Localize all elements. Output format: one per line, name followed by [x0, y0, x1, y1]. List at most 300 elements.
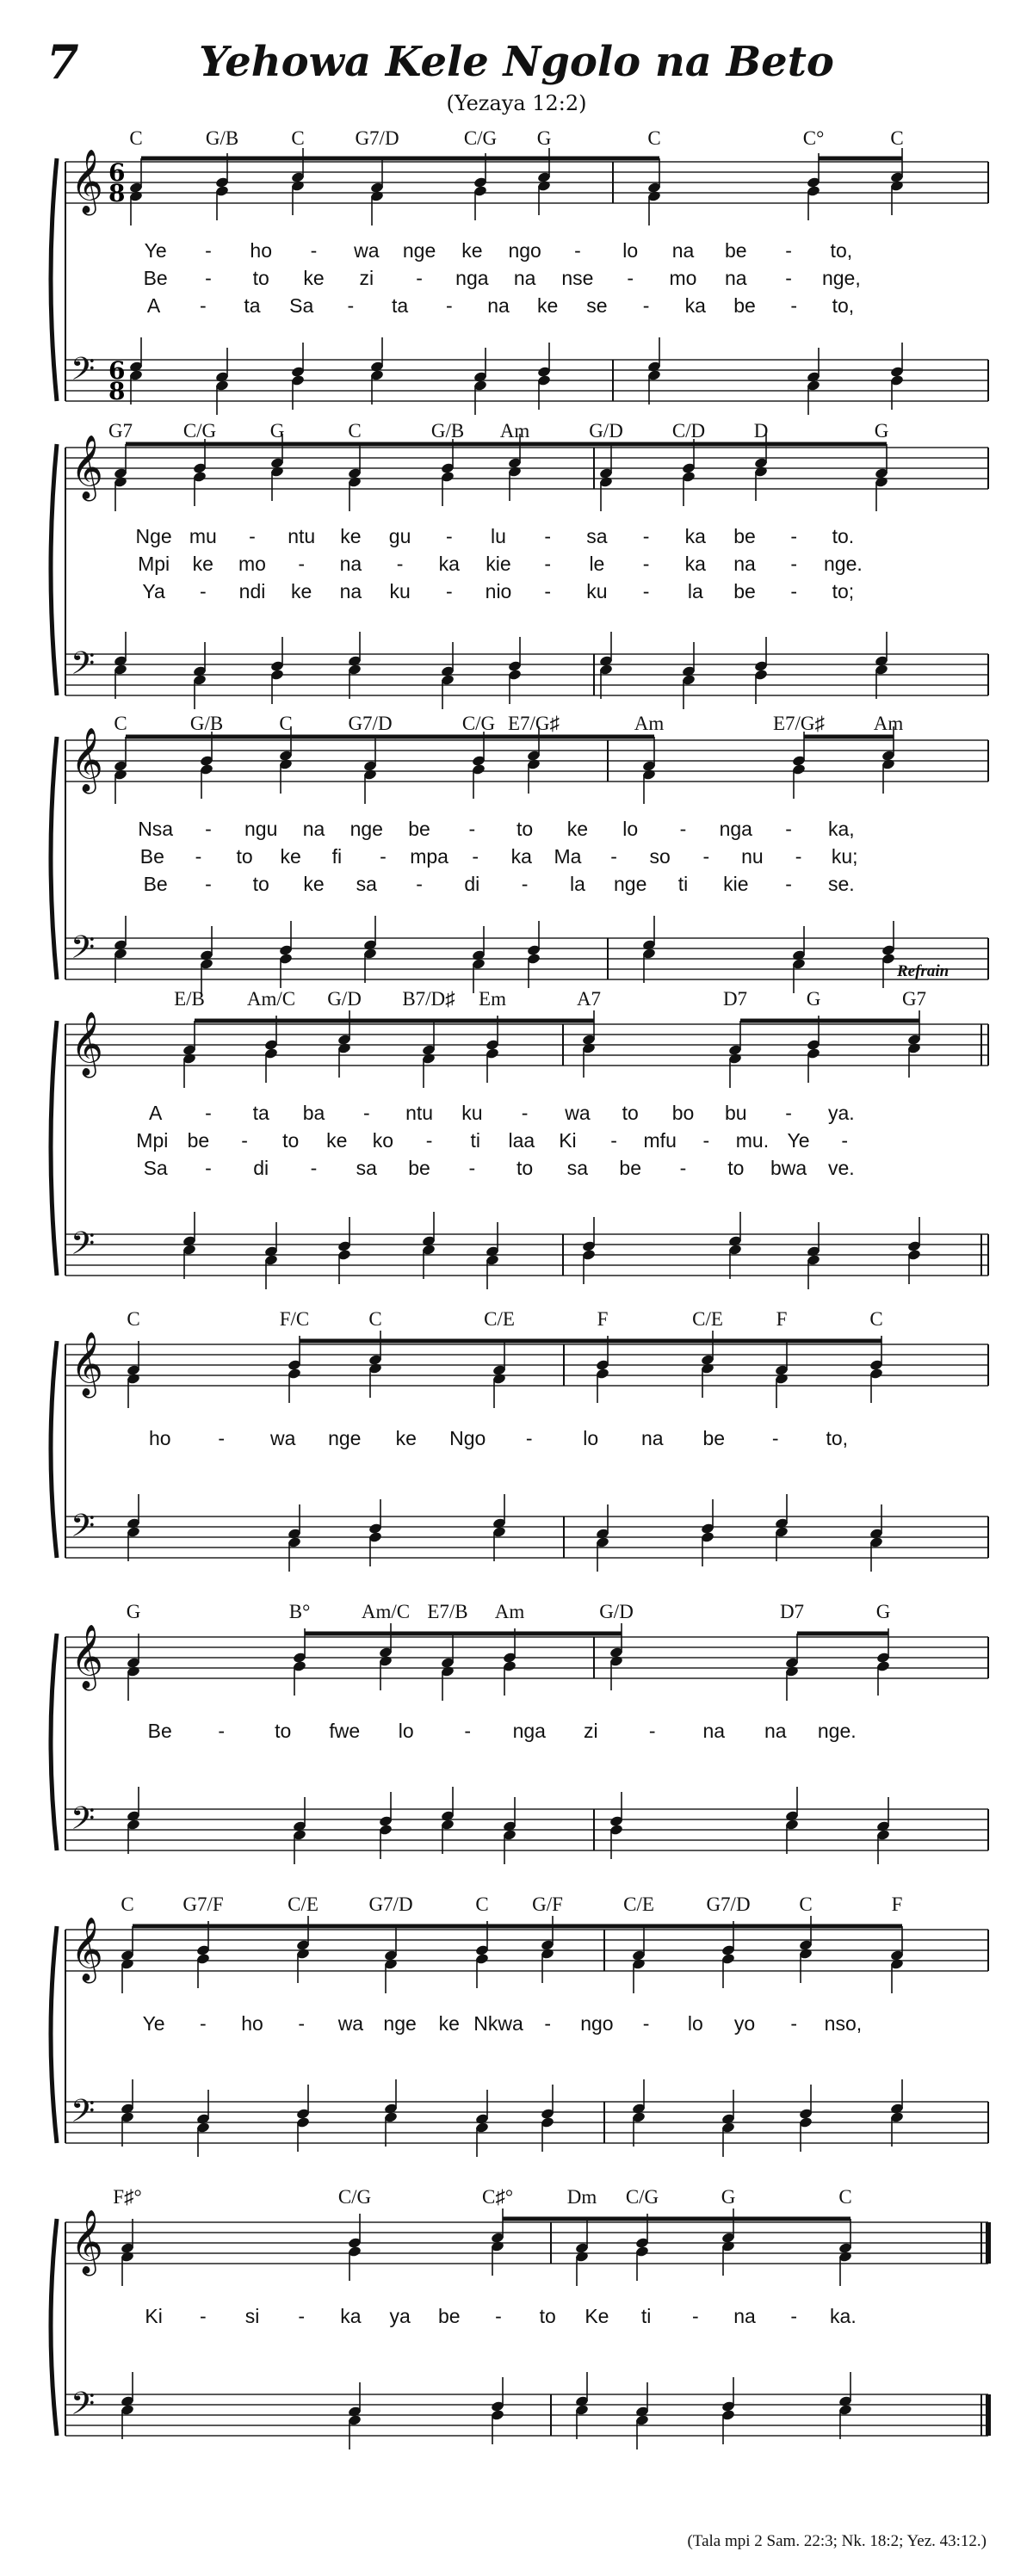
- treble-clef-icon: 𝄞: [71, 2210, 103, 2274]
- chord-symbol: G/F: [532, 1893, 563, 1915]
- lyric-syllable: na: [339, 580, 362, 602]
- chord-symbol: G: [126, 1601, 141, 1622]
- chord-symbol: F: [597, 1308, 609, 1330]
- lyric-syllable: nge: [349, 818, 383, 840]
- syllable-hyphen: -: [298, 2012, 306, 2035]
- lyric-syllable: nge.: [824, 553, 863, 575]
- syllable-hyphen: -: [785, 1102, 792, 1124]
- chord-symbol: C: [869, 1308, 883, 1330]
- lyric-syllable: fi: [331, 845, 343, 868]
- chord-symbol: C/G: [625, 2186, 659, 2208]
- footer-note: (Tala mpi 2 Sam. 22:3; Nk. 18:2; Yez. 43:12.): [687, 2532, 987, 2550]
- bass-clef-icon: 𝄢: [71, 1226, 96, 1269]
- lyric-syllable: nge: [383, 2012, 417, 2035]
- syllable-hyphen: -: [702, 845, 710, 868]
- bass-clef-icon: 𝄢: [71, 1801, 96, 1844]
- lyric-syllable: ba: [302, 1102, 325, 1124]
- lyric-syllable: ya.: [828, 1102, 855, 1124]
- chord-symbol: C: [890, 127, 904, 149]
- lyric-syllable: to: [727, 1157, 745, 1179]
- lyric-syllable: Ki: [145, 2305, 163, 2327]
- lyric-syllable: mpa: [410, 845, 448, 868]
- syllable-hyphen: -: [648, 1720, 656, 1742]
- lyric-syllable: ka: [684, 553, 706, 575]
- lyric-syllable: wa: [565, 1102, 591, 1124]
- lyric-syllable: be: [187, 1129, 210, 1152]
- song-title: Yehowa Kele Ngolo na Beto: [199, 38, 834, 86]
- lyric-syllable: Be: [143, 873, 168, 895]
- lyric-syllable: nga: [719, 818, 752, 840]
- lyric-syllable: Nsa: [138, 818, 174, 840]
- lyric-syllable: ntu: [288, 525, 316, 547]
- lyric-line-3: [0, 873, 1033, 899]
- lyric-syllable: ke: [280, 845, 301, 868]
- chord-symbol: A7: [576, 988, 602, 1010]
- syllable-hyphen: -: [425, 1129, 433, 1152]
- treble-clef-icon: 𝄞: [71, 436, 103, 499]
- staff-system: [0, 1893, 1033, 2203]
- lyric-syllable: na: [764, 1720, 787, 1742]
- syllable-hyphen: -: [790, 294, 798, 317]
- syllable-hyphen: -: [642, 2012, 650, 2035]
- lyric-syllable: lo: [622, 818, 639, 840]
- syllable-hyphen: -: [310, 239, 318, 262]
- chord-symbol: G7/D: [368, 1893, 413, 1915]
- chord-symbol: Am: [494, 1601, 525, 1622]
- chord-symbol: E7/G♯: [772, 713, 826, 734]
- chord-symbol: C: [279, 713, 293, 734]
- syllable-hyphen: -: [416, 267, 423, 289]
- lyric-syllable: sa: [566, 1157, 589, 1179]
- syllable-hyphen: -: [380, 845, 387, 868]
- lyric-syllable: A: [146, 294, 161, 317]
- chord-symbol: G: [536, 127, 552, 149]
- syllable-hyphen: -: [785, 239, 792, 262]
- lyric-syllable: le: [589, 553, 605, 575]
- lyric-syllable: na: [339, 553, 362, 575]
- lyric-syllable: be: [408, 1157, 430, 1179]
- syllable-hyphen: -: [445, 580, 453, 602]
- syllable-hyphen: -: [521, 1102, 529, 1124]
- lyric-syllable: be: [438, 2305, 461, 2327]
- chord-symbol: G7/D: [706, 1893, 751, 1915]
- lyric-syllable: gu: [388, 525, 411, 547]
- staff-system: [0, 1601, 1033, 1911]
- staff-system: [0, 2186, 1033, 2496]
- lyric-line-2: [0, 845, 1033, 871]
- syllable-hyphen: -: [199, 294, 207, 317]
- syllable-hyphen: -: [795, 845, 802, 868]
- chord-symbol: G/D: [599, 1601, 634, 1622]
- lyric-syllable: la: [687, 580, 703, 602]
- lyric-syllable: nge: [614, 873, 647, 895]
- lyric-syllable: be: [619, 1157, 641, 1179]
- lyric-syllable: na: [671, 239, 695, 262]
- chord-symbol: G/B: [205, 127, 239, 149]
- lyric-syllable: ta: [252, 1102, 269, 1124]
- treble-clef-icon: 𝄞: [71, 1332, 103, 1396]
- chord-symbol: C: [121, 1893, 134, 1915]
- lyric-syllable: ntu: [405, 1102, 434, 1124]
- lyric-syllable: nu: [741, 845, 764, 868]
- lyric-line-1: [0, 239, 1033, 265]
- lyric-syllable: sa: [356, 873, 377, 895]
- lyric-syllable: ti: [677, 873, 689, 895]
- chord-symbol: Em: [479, 988, 506, 1010]
- lyric-syllable: sa: [356, 1157, 377, 1179]
- lyric-syllable: to: [252, 267, 269, 289]
- lyric-syllable: to: [275, 1720, 292, 1742]
- lyric-syllable: ka.: [830, 2305, 857, 2327]
- treble-clef-icon: 𝄞: [71, 728, 103, 792]
- syllable-hyphen: -: [298, 553, 306, 575]
- lyric-syllable: ke: [438, 2012, 460, 2035]
- lyric-syllable: ta: [392, 294, 409, 317]
- lyric-syllable: to,: [826, 1427, 849, 1449]
- chord-symbol: G7: [108, 420, 133, 442]
- lyric-syllable: lo: [687, 2012, 703, 2035]
- chord-symbol: Am/C: [361, 1601, 411, 1622]
- lyric-syllable: to: [516, 1157, 534, 1179]
- lyric-line-2: [0, 267, 1033, 293]
- lyric-syllable: na: [733, 553, 756, 575]
- lyric-syllable: nso,: [824, 2012, 863, 2035]
- chord-symbol: G7/D: [355, 127, 399, 149]
- lyric-syllable: Mpi: [138, 553, 170, 575]
- lyric-syllable: na: [513, 267, 536, 289]
- lyric-syllable: Be: [139, 845, 164, 868]
- time-signature-top: 6: [108, 158, 126, 187]
- bass-clef-icon: 𝄢: [71, 351, 96, 395]
- scripture-reference: (Yezaya 12:2): [446, 91, 587, 115]
- chord-symbol: C: [127, 1308, 140, 1330]
- lyric-syllable: Ki: [559, 1129, 577, 1152]
- syllable-hyphen: -: [790, 580, 798, 602]
- lyric-syllable: ku: [461, 1102, 483, 1124]
- song-number: 7: [46, 34, 79, 90]
- lyric-syllable: se.: [828, 873, 855, 895]
- lyric-syllable: to,: [832, 294, 855, 317]
- syllable-hyphen: -: [205, 239, 212, 262]
- lyric-syllable: wa: [354, 239, 380, 262]
- chord-symbol: G/D: [589, 420, 623, 442]
- lyric-syllable: la: [569, 873, 585, 895]
- lyric-syllable: ke: [303, 267, 325, 289]
- lyric-syllable: ke: [192, 553, 213, 575]
- lyric-line-1: [0, 2012, 1033, 2038]
- chord-symbol: G: [874, 420, 889, 442]
- chord-symbol: C♯°: [481, 2186, 514, 2208]
- syllable-hyphen: -: [205, 873, 212, 895]
- lyric-syllable: yo: [733, 2012, 756, 2035]
- lyric-syllable: ka: [340, 2305, 362, 2327]
- lyric-syllable: ka: [510, 845, 532, 868]
- chord-symbol: C: [647, 127, 661, 149]
- chord-symbol: C: [799, 1893, 813, 1915]
- lyric-syllable: na: [724, 267, 747, 289]
- syllable-hyphen: -: [396, 553, 404, 575]
- lyric-syllable: nge,: [821, 267, 861, 289]
- chord-symbol: F/C: [279, 1308, 310, 1330]
- bass-clef-icon: 𝄢: [71, 2386, 96, 2430]
- chord-symbol: F♯°: [113, 2186, 142, 2208]
- lyric-syllable: be: [733, 525, 756, 547]
- lyric-syllable: Ye: [144, 239, 167, 262]
- syllable-hyphen: -: [790, 525, 798, 547]
- lyric-syllable: ti: [640, 2305, 652, 2327]
- syllable-hyphen: -: [785, 267, 792, 289]
- syllable-hyphen: -: [679, 818, 687, 840]
- chord-symbol: C: [129, 127, 143, 149]
- lyric-syllable: be: [733, 294, 756, 317]
- syllable-hyphen: -: [525, 1427, 533, 1449]
- lyric-syllable: ngo: [508, 239, 541, 262]
- lyric-syllable: lo: [622, 239, 639, 262]
- chord-symbol: C: [348, 420, 362, 442]
- lyric-syllable: laa: [508, 1129, 535, 1152]
- lyric-syllable: to: [516, 818, 534, 840]
- lyric-syllable: lo: [583, 1427, 599, 1449]
- syllable-hyphen: -: [627, 267, 634, 289]
- lyric-syllable: so: [649, 845, 671, 868]
- time-signature-top: 6: [108, 356, 126, 385]
- syllable-hyphen: -: [205, 267, 212, 289]
- chord-symbol: C: [475, 1893, 489, 1915]
- lyric-syllable: ke: [566, 818, 589, 840]
- lyric-syllable: ke: [461, 239, 483, 262]
- lyric-syllable: Ye: [787, 1129, 810, 1152]
- lyric-syllable: sa: [586, 525, 608, 547]
- lyric-syllable: ke: [303, 873, 325, 895]
- staff-system: [0, 1308, 1033, 1618]
- lyric-syllable: ti: [470, 1129, 480, 1152]
- lyric-syllable: Ngo: [449, 1427, 486, 1449]
- syllable-hyphen: -: [642, 553, 650, 575]
- syllable-hyphen: -: [205, 818, 212, 840]
- syllable-hyphen: -: [218, 1427, 226, 1449]
- lyric-syllable: nga: [512, 1720, 546, 1742]
- syllable-hyphen: -: [445, 525, 453, 547]
- chord-symbol: C: [114, 713, 127, 734]
- lyric-syllable: nge.: [817, 1720, 857, 1742]
- lyric-syllable: to,: [830, 239, 853, 262]
- syllable-hyphen: -: [544, 525, 552, 547]
- lyric-syllable: Sa: [143, 1157, 168, 1179]
- lyric-syllable: ke: [291, 580, 312, 602]
- lyric-line-1: [0, 1427, 1033, 1453]
- lyric-syllable: to: [622, 1102, 639, 1124]
- lyric-line-1: [0, 1720, 1033, 1745]
- lyric-syllable: se: [586, 294, 608, 317]
- chord-symbol: F: [776, 1308, 788, 1330]
- lyric-syllable: Be: [147, 1720, 172, 1742]
- syllable-hyphen: -: [362, 1102, 370, 1124]
- lyric-syllable: nga: [455, 267, 489, 289]
- syllable-hyphen: -: [521, 873, 529, 895]
- lyric-line-3: [0, 294, 1033, 320]
- lyric-syllable: ko: [372, 1129, 394, 1152]
- syllable-hyphen: -: [610, 1129, 617, 1152]
- syllable-hyphen: -: [205, 1157, 212, 1179]
- lyric-syllable: bu: [724, 1102, 747, 1124]
- lyric-line-3: [0, 1157, 1033, 1183]
- chord-symbol: C/G: [461, 713, 496, 734]
- lyric-syllable: ka,: [828, 818, 855, 840]
- chord-symbol: G: [269, 420, 285, 442]
- lyric-syllable: bwa: [770, 1157, 807, 1179]
- lyric-syllable: ka: [684, 525, 706, 547]
- syllable-hyphen: -: [347, 294, 355, 317]
- lyric-syllable: to;: [832, 580, 855, 602]
- lyric-syllable: wa: [270, 1427, 296, 1449]
- lyric-syllable: di: [464, 873, 480, 895]
- lyric-syllable: ku;: [831, 845, 858, 868]
- lyric-syllable: to: [236, 845, 253, 868]
- lyric-syllable: lu: [491, 525, 506, 547]
- lyric-syllable: Ye: [142, 2012, 165, 2035]
- chord-symbol: C°: [802, 127, 825, 149]
- chord-symbol: C/G: [182, 420, 217, 442]
- syllable-hyphen: -: [790, 2305, 798, 2327]
- chord-symbol: F: [891, 1893, 903, 1915]
- lyric-syllable: Nge: [135, 525, 172, 547]
- lyric-syllable: mo: [238, 553, 266, 575]
- chord-symbol: E7/G♯: [507, 713, 560, 734]
- syllable-hyphen: -: [544, 553, 552, 575]
- syllable-hyphen: -: [195, 845, 202, 868]
- lyric-syllable: si: [244, 2305, 260, 2327]
- syllable-hyphen: -: [468, 818, 476, 840]
- bass-clef-icon: 𝄢: [71, 1508, 96, 1552]
- lyric-syllable: na: [302, 818, 325, 840]
- lyric-syllable: be: [702, 1427, 726, 1449]
- refrain-label: Refrain: [897, 962, 949, 980]
- chord-symbol: C/E: [288, 1893, 319, 1915]
- syllable-hyphen: -: [468, 1157, 476, 1179]
- lyric-syllable: na: [702, 1720, 726, 1742]
- lyric-syllable: ngo: [580, 2012, 614, 2035]
- syllable-hyphen: -: [416, 873, 423, 895]
- lyric-syllable: ke: [537, 294, 559, 317]
- bass-clef-icon: 𝄢: [71, 930, 96, 973]
- chord-symbol: G/B: [189, 713, 224, 734]
- syllable-hyphen: -: [574, 239, 581, 262]
- lyric-syllable: Mpi: [136, 1129, 169, 1152]
- lyric-syllable: ke: [395, 1427, 417, 1449]
- chord-symbol: B°: [288, 1601, 311, 1622]
- lyric-syllable: bo: [671, 1102, 695, 1124]
- lyric-syllable: ve.: [828, 1157, 855, 1179]
- lyric-syllable: to.: [832, 525, 855, 547]
- syllable-hyphen: -: [249, 525, 256, 547]
- lyric-line-1: [0, 525, 1033, 551]
- chord-symbol: C: [838, 2186, 852, 2208]
- syllable-hyphen: -: [241, 1129, 248, 1152]
- lyric-syllable: lo: [398, 1720, 414, 1742]
- chord-symbol: Dm: [566, 2186, 597, 2208]
- lyric-syllable: mfu: [643, 1129, 677, 1152]
- lyric-syllable: na: [733, 2305, 756, 2327]
- chord-symbol: D7: [779, 1601, 805, 1622]
- lyric-line-1: [0, 2305, 1033, 2331]
- bass-clef-icon: 𝄢: [71, 646, 96, 689]
- lyric-syllable: ho: [148, 1427, 171, 1449]
- lyric-syllable: nge: [402, 239, 436, 262]
- syllable-hyphen: -: [199, 2012, 207, 2035]
- treble-clef-icon: 𝄞: [71, 1625, 103, 1689]
- chord-symbol: D: [753, 420, 769, 442]
- chord-symbol: G/D: [327, 988, 362, 1010]
- lyric-line-1: [0, 1102, 1033, 1127]
- lyric-syllable: nge: [328, 1427, 362, 1449]
- syllable-hyphen: -: [298, 2305, 306, 2327]
- syllable-hyphen: -: [790, 553, 798, 575]
- time-signature-bottom: 8: [108, 179, 126, 207]
- lyric-syllable: ta: [244, 294, 261, 317]
- syllable-hyphen: -: [218, 1720, 226, 1742]
- lyric-syllable: na: [487, 294, 510, 317]
- lyric-syllable: be: [724, 239, 747, 262]
- chord-symbol: C/G: [337, 2186, 372, 2208]
- lyric-syllable: di: [253, 1157, 269, 1179]
- lyric-syllable: to: [252, 873, 269, 895]
- syllable-hyphen: -: [702, 1129, 710, 1152]
- lyric-syllable: Be: [143, 267, 168, 289]
- syllable-hyphen: -: [199, 2305, 207, 2327]
- chord-symbol: E/B: [174, 988, 205, 1010]
- lyric-syllable: Ma: [554, 845, 582, 868]
- lyric-syllable: kie: [723, 873, 749, 895]
- lyric-syllable: kie: [486, 553, 511, 575]
- lyric-syllable: be: [408, 818, 430, 840]
- syllable-hyphen: -: [642, 294, 650, 317]
- lyric-syllable: wa: [337, 2012, 364, 2035]
- lyric-syllable: nio: [485, 580, 512, 602]
- chord-symbol: Am: [873, 713, 904, 734]
- syllable-hyphen: -: [642, 580, 650, 602]
- syllable-hyphen: -: [785, 873, 792, 895]
- lyric-line-3: [0, 580, 1033, 606]
- lyric-syllable: be: [733, 580, 756, 602]
- chord-symbol: C/E: [484, 1308, 515, 1330]
- syllable-hyphen: -: [310, 1157, 318, 1179]
- syllable-hyphen: -: [841, 1129, 849, 1152]
- lyric-syllable: to: [282, 1129, 300, 1152]
- lyric-syllable: ngu: [244, 818, 278, 840]
- chord-symbol: C: [291, 127, 305, 149]
- chord-symbol: G7: [901, 988, 927, 1010]
- chord-symbol: B7/D♯: [402, 988, 455, 1010]
- syllable-hyphen: -: [771, 1427, 779, 1449]
- syllable-hyphen: -: [790, 2012, 798, 2035]
- lyric-syllable: to: [539, 2305, 556, 2327]
- chord-symbol: G: [721, 2186, 736, 2208]
- syllable-hyphen: -: [199, 580, 207, 602]
- syllable-hyphen: -: [679, 1157, 687, 1179]
- lyric-syllable: mu.: [735, 1129, 770, 1152]
- lyric-syllable: ku: [389, 580, 411, 602]
- lyric-line-2: [0, 553, 1033, 578]
- chord-symbol: G/B: [430, 420, 465, 442]
- chord-symbol: E7/B: [427, 1601, 468, 1622]
- chord-symbol: C/E: [623, 1893, 654, 1915]
- lyric-syllable: mu: [189, 525, 217, 547]
- chord-symbol: Am/C: [246, 988, 296, 1010]
- syllable-hyphen: -: [445, 294, 453, 317]
- syllable-hyphen: -: [472, 845, 479, 868]
- syllable-hyphen: -: [544, 580, 552, 602]
- lyric-syllable: ho: [250, 239, 272, 262]
